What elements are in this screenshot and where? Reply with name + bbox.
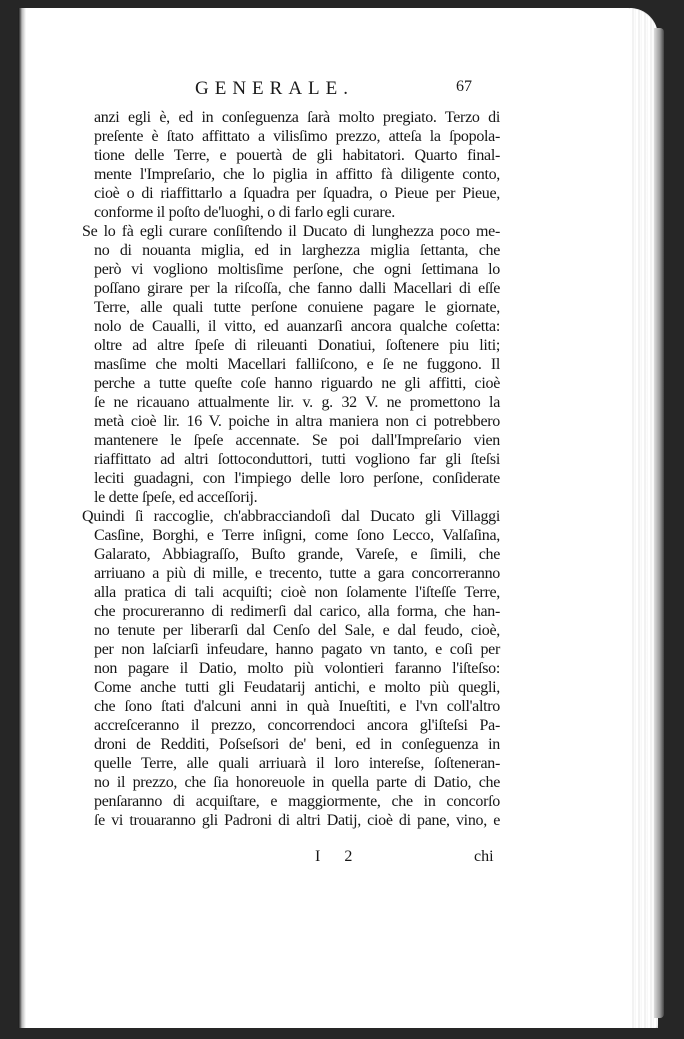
text-line: riaffittato ad altri ſottoconduttori, tutti vogliono far gli ſteſsi: [94, 451, 500, 468]
page-gutter-shadow: [18, 8, 26, 1028]
text-line: masſime che molti Macellari falliſcono, e ſe ne fuggono. Il: [94, 356, 500, 373]
text-line: no il prezzo, che ſia honoreuole in quella parte di Datio, che: [94, 774, 500, 791]
text-line: poſſano girare per la riſcoſſa, che fanno dalli Macellari di eſſe: [94, 280, 500, 297]
text-line: Quindi ſi raccoglie, ch'abbracciandoſi dal Ducato gli Villaggi: [82, 508, 500, 525]
body-text: [82, 108, 500, 830]
text-line: che ſono ſtati d'alcuni anni in quà Inueſtiti, e l'vn coll'altro: [94, 698, 500, 715]
text-line: anzi egli è, ed in conſeguenza ſarà molto pregiato. Terzo di: [94, 109, 500, 126]
text-line: mantenere le ſpeſe accennate. Se poi dall'Impreſario vien: [94, 432, 500, 449]
text-line: non pagare il Datio, molto più volontieri faranno l'iſteſso:: [94, 660, 500, 677]
text-line: mente l'Impreſario, che lo piglia in affitto fà diligente conto,: [94, 166, 500, 183]
text-line: quelle Terre, alle quali arriuarà il loro intereſse, ſoſteneran-: [94, 755, 500, 772]
text-line: perche a tutte queſte coſe hanno riguardo ne gli affitti, cioè: [94, 375, 500, 392]
catchword: chi: [474, 848, 494, 865]
text-line: no tenute per liberarſi dal Cenſo del Sale, e dal feudo, cioè,: [94, 622, 500, 639]
signature-mark: I 2: [315, 848, 363, 865]
text-line: Casſine, Borghi, e Terre inſigni, come ſono Lecco, Valſaſina,: [94, 527, 500, 544]
text-line: che procureranno di redimerſi dal carico, alla forma, che han-: [94, 603, 500, 620]
text-line: le dette ſpeſe, ed acceſſorij.: [94, 489, 258, 506]
text-line: tione delle Terre, e pouertà de gli habitatori. Quarto final-: [94, 147, 500, 164]
text-line: ſe ne ricauano attualmente lir. v. g. 32 V. ne promettono la: [94, 394, 500, 411]
page-footer: [0, 848, 684, 868]
running-title: GENERALE.: [195, 78, 355, 99]
text-line: Galarato, Abbiagraſſo, Buſto grande, Vareſe, e ſimili, che: [94, 546, 500, 563]
text-line: penſaranno di acquiſtare, e maggiormente, che in concorſo: [94, 793, 500, 810]
page-edge-shadow: [654, 28, 664, 1018]
text-line: per non laſciarſi infeudare, hanno pagato vn tanto, e coſi per: [94, 641, 500, 658]
running-head: [0, 78, 684, 106]
text-line: droni de Redditi, Poſseſsori de' beni, ed in conſeguenza in: [94, 736, 500, 753]
text-line: conforme il poſto de'luoghi, o di farlo egli curare.: [94, 204, 395, 221]
text-line: Come anche tutti gli Feudatarij antichi, e molto più quegli,: [94, 679, 500, 696]
text-line: arriuano a più di mille, e trecento, tutte a gara concorreranno: [94, 565, 500, 582]
text-line: Terre, alle quali tutte perſone conuiene pagare le giornate,: [94, 299, 500, 316]
text-line: Se lo fà egli curare conſiſtendo il Ducato di lunghezza poco me-: [82, 223, 500, 240]
text-line: però vi vogliono moltisſime perſone, che ogni ſettimana lo: [94, 261, 500, 278]
text-line: alla pratica di tali acquiſti; cioè non ſolamente l'iſteſſe Terre,: [94, 584, 500, 601]
text-line: accreſceranno il prezzo, concorrendoci ancora gl'iſteſsi Pa-: [94, 717, 500, 734]
text-line: ſe vi trouaranno gli Padroni di altri Datij, cioè di pane, vino, e: [94, 812, 500, 829]
text-line: leciti guadagni, con l'impiego delle loro perſone, conſiderate: [94, 470, 500, 487]
text-line: cioè o di riaffittarlo a ſquadra per ſquadra, o Pieue per Pieue,: [94, 185, 500, 202]
text-line: oltre ad altre ſpeſe di rileuanti Donatiui, ſoſtenere piu liti;: [94, 337, 500, 354]
text-line: metà cioè lir. 16 V. poiche in altra maniera non ci potrebbero: [94, 413, 500, 430]
page-number: 67: [456, 78, 472, 95]
text-line: no di nouanta miglia, ed in larghezza miglia ſettanta, che: [94, 242, 500, 259]
text-line: preſente è ſtato affittato a vilisſimo prezzo, atteſa la ſpopola-: [94, 128, 500, 145]
text-line: nolo de Caualli, il vitto, ed auanzarſi ancora qualche coſetta:: [94, 318, 500, 335]
